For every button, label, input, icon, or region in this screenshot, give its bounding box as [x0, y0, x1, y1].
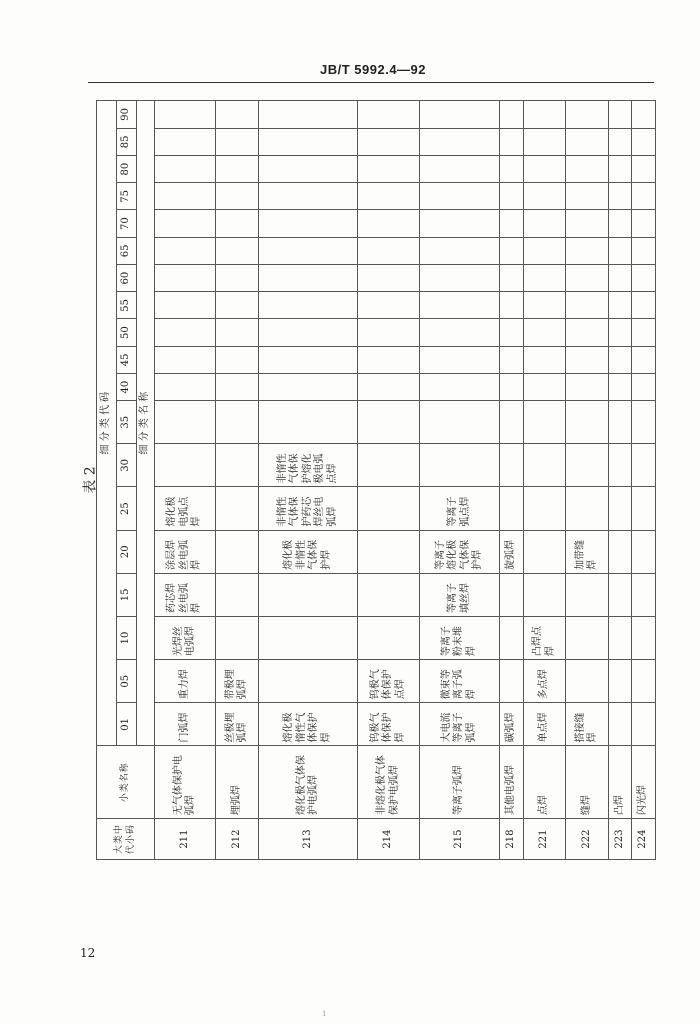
table-cell — [419, 292, 499, 319]
table-cell — [500, 573, 524, 616]
table-cell — [608, 401, 632, 444]
table-cell: 熔化极电弧点焊 — [155, 487, 216, 530]
table-cell — [566, 319, 609, 346]
table-cell — [155, 292, 216, 319]
table-caption: 表 2 — [82, 466, 99, 494]
header-rule — [88, 82, 654, 83]
table-cell — [500, 373, 524, 400]
code-header-cell: 20 — [117, 530, 137, 573]
table-cell — [258, 155, 357, 182]
table-cell — [419, 401, 499, 444]
table-cell — [155, 101, 216, 129]
table-cell — [566, 401, 609, 444]
table-cell — [608, 319, 632, 346]
table-cell — [608, 444, 632, 487]
table-cell — [566, 128, 609, 155]
table-cell — [358, 373, 419, 400]
row-code: 222 — [566, 819, 609, 860]
table-cell — [155, 210, 216, 237]
table-cell — [632, 444, 656, 487]
table-cell: 非惰性气体保护熔化极电弧点焊 — [258, 444, 357, 487]
table-row — [358, 101, 419, 860]
table-cell — [500, 183, 524, 210]
row-code: 215 — [419, 819, 499, 860]
table-cell: 凸焊点焊 — [523, 616, 566, 659]
code-header-cell: 60 — [117, 264, 137, 291]
code-header-cell: 15 — [117, 573, 137, 616]
row-code: 218 — [500, 819, 524, 860]
table-cell — [523, 401, 566, 444]
table-cell — [632, 319, 656, 346]
classification-table — [96, 100, 656, 860]
row-name: 等离子弧焊 — [419, 746, 499, 819]
table-cell — [258, 346, 357, 373]
table-cell — [358, 264, 419, 291]
table-cell — [632, 660, 656, 703]
table-cell — [216, 444, 259, 487]
table-cell — [500, 660, 524, 703]
table-cell — [258, 101, 357, 129]
row-code: 221 — [523, 819, 566, 860]
table-cell — [608, 155, 632, 182]
table-cell — [523, 319, 566, 346]
code-header-row — [117, 101, 137, 860]
table-cell: 熔化极非惰性气体保护焊 — [258, 530, 357, 573]
table-cell — [216, 210, 259, 237]
table-cell — [216, 183, 259, 210]
table-cell — [632, 401, 656, 444]
table-cell — [258, 210, 357, 237]
table-cell — [523, 487, 566, 530]
table-cell — [216, 573, 259, 616]
table-cell: 丝极埋弧焊 — [216, 703, 259, 746]
table-cell — [632, 703, 656, 746]
table-cell — [216, 292, 259, 319]
table-cell — [566, 292, 609, 319]
code-header-cell: 55 — [117, 292, 137, 319]
table-cell — [566, 444, 609, 487]
row-code: 211 — [155, 819, 216, 860]
table-cell — [258, 183, 357, 210]
table-cell — [566, 487, 609, 530]
table-cell — [419, 210, 499, 237]
table-row — [523, 101, 566, 860]
code-header-cell: 90 — [117, 101, 137, 129]
row-name: 无气体保护电弧焊 — [155, 746, 216, 819]
footer-note: 1 — [322, 1010, 328, 1018]
table-container — [96, 100, 656, 860]
fine-code-title: 细 分 类 代 码 — [97, 101, 117, 746]
table-cell — [608, 264, 632, 291]
table-cell — [632, 487, 656, 530]
table-cell — [500, 237, 524, 264]
table-cell: 微束等离子弧焊 — [419, 660, 499, 703]
row-name: 其他电弧焊 — [500, 746, 524, 819]
table-cell — [216, 373, 259, 400]
table-cell — [632, 373, 656, 400]
table-cell — [216, 319, 259, 346]
table-cell — [500, 346, 524, 373]
table-cell — [216, 155, 259, 182]
table-cell — [566, 237, 609, 264]
table-cell — [258, 128, 357, 155]
table-cell: 熔化极惰性气体保护焊 — [258, 703, 357, 746]
table-cell: 单点焊 — [523, 703, 566, 746]
table-cell — [608, 616, 632, 659]
table-cell: 碳弧焊 — [500, 703, 524, 746]
table-cell — [608, 346, 632, 373]
table-cell: 等离子填丝焊 — [419, 573, 499, 616]
table-cell — [632, 183, 656, 210]
table-cell: 药芯焊丝电弧焊 — [155, 573, 216, 616]
table-cell — [258, 373, 357, 400]
table-cell: 门弧焊 — [155, 703, 216, 746]
table-cell — [419, 346, 499, 373]
table-cell: 非惰性气体保护药芯焊丝电弧焊 — [258, 487, 357, 530]
table-cell — [632, 101, 656, 129]
table-cell — [419, 155, 499, 182]
code-header-cell: 25 — [117, 487, 137, 530]
table-cell: 重力焊 — [155, 660, 216, 703]
table-cell: 带极埋弧焊 — [216, 660, 259, 703]
table-cell — [358, 401, 419, 444]
table-cell — [358, 530, 419, 573]
code-header-cell: 65 — [117, 237, 137, 264]
row-name: 熔化极气体保护电弧焊 — [258, 746, 357, 819]
table-cell — [358, 346, 419, 373]
table-cell: 等离子粉末堆焊 — [419, 616, 499, 659]
row-code: 224 — [632, 819, 656, 860]
row-name: 点焊 — [523, 746, 566, 819]
table-cell — [566, 373, 609, 400]
table-cell — [358, 128, 419, 155]
table-cell — [155, 401, 216, 444]
table-cell — [523, 101, 566, 129]
table-cell — [155, 373, 216, 400]
table-cell — [566, 346, 609, 373]
table-cell — [358, 210, 419, 237]
table-cell — [419, 128, 499, 155]
table-cell — [358, 292, 419, 319]
table-cell — [500, 292, 524, 319]
table-cell — [155, 155, 216, 182]
table-cell — [632, 264, 656, 291]
row-code: 214 — [358, 819, 419, 860]
table-cell — [258, 660, 357, 703]
table-cell: 钨极气体保护焊 — [358, 703, 419, 746]
page-number: 12 — [80, 946, 96, 960]
table-cell — [632, 237, 656, 264]
table-cell — [358, 573, 419, 616]
table-cell — [258, 573, 357, 616]
table-cell: 等离子弧点焊 — [419, 487, 499, 530]
table-cell — [155, 237, 216, 264]
table-cell — [500, 264, 524, 291]
table-cell — [216, 128, 259, 155]
table-cell — [523, 183, 566, 210]
table-cell — [632, 292, 656, 319]
table-row — [608, 101, 632, 860]
table-cell — [500, 101, 524, 129]
table-cell — [632, 128, 656, 155]
table-cell — [419, 319, 499, 346]
table-cell — [419, 373, 499, 400]
code-header-cell: 05 — [117, 660, 137, 703]
table-cell — [419, 237, 499, 264]
table-cell — [358, 155, 419, 182]
code-header-cell: 80 — [117, 155, 137, 182]
row-name: 缝焊 — [566, 746, 609, 819]
table-cell — [258, 237, 357, 264]
table-cell — [419, 444, 499, 487]
table-cell — [566, 210, 609, 237]
table-cell — [358, 487, 419, 530]
table-cell: 旋弧焊 — [500, 530, 524, 573]
table-cell — [608, 292, 632, 319]
table-cell — [608, 128, 632, 155]
table-cell — [216, 101, 259, 129]
table-cell — [632, 616, 656, 659]
table-cell — [358, 183, 419, 210]
table-cell: 等离子熔化极气体保护焊 — [419, 530, 499, 573]
table-cell: 光焊丝电弧焊 — [155, 616, 216, 659]
code-header-cell: 30 — [117, 444, 137, 487]
table-cell: 大电流等离子弧焊 — [419, 703, 499, 746]
code-header-cell: 45 — [117, 346, 137, 373]
table-row — [258, 101, 357, 860]
table-cell — [632, 573, 656, 616]
table-cell — [419, 183, 499, 210]
table-cell — [216, 401, 259, 444]
table-cell — [155, 183, 216, 210]
row-name: 埋弧焊 — [216, 746, 259, 819]
table-cell — [608, 210, 632, 237]
table-cell — [500, 616, 524, 659]
code-header-cell: 75 — [117, 183, 137, 210]
code-header-cell: 35 — [117, 401, 137, 444]
row-code: 212 — [216, 819, 259, 860]
table-cell — [523, 128, 566, 155]
table-cell — [608, 373, 632, 400]
table-cell — [566, 573, 609, 616]
table-cell — [523, 155, 566, 182]
table-cell — [216, 346, 259, 373]
row-name: 凸焊 — [608, 746, 632, 819]
table-cell — [608, 183, 632, 210]
table-cell — [523, 237, 566, 264]
table-cell — [358, 319, 419, 346]
table-cell — [358, 101, 419, 129]
table-cell: 钨极气体保护点焊 — [358, 660, 419, 703]
table-cell — [608, 530, 632, 573]
table-cell — [523, 530, 566, 573]
table-cell — [523, 346, 566, 373]
table-cell — [500, 401, 524, 444]
table-cell — [258, 401, 357, 444]
table-row — [500, 101, 524, 860]
table-cell — [523, 373, 566, 400]
table-cell: 加带缝焊 — [566, 530, 609, 573]
table-cell — [608, 660, 632, 703]
table-cell — [632, 530, 656, 573]
table-cell — [566, 264, 609, 291]
table-cell — [155, 319, 216, 346]
table-cell — [216, 264, 259, 291]
table-cell — [566, 183, 609, 210]
table-cell — [566, 660, 609, 703]
table-row — [566, 101, 609, 860]
table-cell — [500, 319, 524, 346]
table-cell — [419, 101, 499, 129]
table-row — [419, 101, 499, 860]
table-row — [632, 101, 656, 860]
corner-header-left: 大类中代小码 — [97, 819, 155, 860]
table-cell — [358, 616, 419, 659]
table-cell — [155, 444, 216, 487]
table-cell — [155, 128, 216, 155]
table-cell — [632, 346, 656, 373]
table-cell — [216, 616, 259, 659]
table-cell — [500, 487, 524, 530]
row-name: 闪光焊 — [632, 746, 656, 819]
row-name: 非熔化极气体保护电弧焊 — [358, 746, 419, 819]
table-cell — [608, 703, 632, 746]
table-cell — [608, 487, 632, 530]
table-cell: 多点焊 — [523, 660, 566, 703]
table-body — [155, 101, 656, 860]
table-cell: 搭接缝焊 — [566, 703, 609, 746]
row-code: 213 — [258, 819, 357, 860]
standard-number: JB/T 5992.4—92 — [320, 62, 427, 77]
corner-header-right: 小类名称 — [97, 746, 155, 819]
table-cell — [258, 616, 357, 659]
table-cell — [358, 237, 419, 264]
table-cell — [216, 530, 259, 573]
table-cell — [500, 210, 524, 237]
table-cell — [500, 444, 524, 487]
table-cell — [523, 573, 566, 616]
table-cell — [258, 319, 357, 346]
code-header-cell: 01 — [117, 703, 137, 746]
table-cell — [216, 237, 259, 264]
table-cell — [500, 128, 524, 155]
table-cell — [566, 155, 609, 182]
fine-name-title: 细 分 类 名 称 — [137, 101, 155, 746]
table-cell — [216, 487, 259, 530]
code-header-cell: 50 — [117, 319, 137, 346]
table-cell — [566, 101, 609, 129]
code-header-cell: 85 — [117, 128, 137, 155]
table-cell — [523, 292, 566, 319]
table-cell — [155, 346, 216, 373]
rotated-table — [96, 100, 656, 860]
table-cell — [523, 264, 566, 291]
table-row — [216, 101, 259, 860]
table-cell — [258, 264, 357, 291]
table-cell — [258, 292, 357, 319]
table-cell — [500, 155, 524, 182]
table-cell — [608, 101, 632, 129]
table-cell — [608, 237, 632, 264]
table-cell — [566, 616, 609, 659]
table-cell — [155, 264, 216, 291]
code-header-cell: 70 — [117, 210, 137, 237]
table-cell — [523, 444, 566, 487]
row-code: 223 — [608, 819, 632, 860]
table-cell — [419, 264, 499, 291]
table-cell — [632, 155, 656, 182]
table-cell — [358, 444, 419, 487]
code-header-cell: 10 — [117, 616, 137, 659]
table-row — [155, 101, 216, 860]
table-cell — [523, 210, 566, 237]
table-cell — [632, 210, 656, 237]
table-cell — [608, 573, 632, 616]
table-cell: 涂层焊丝电弧焊 — [155, 530, 216, 573]
code-header-cell: 40 — [117, 373, 137, 400]
